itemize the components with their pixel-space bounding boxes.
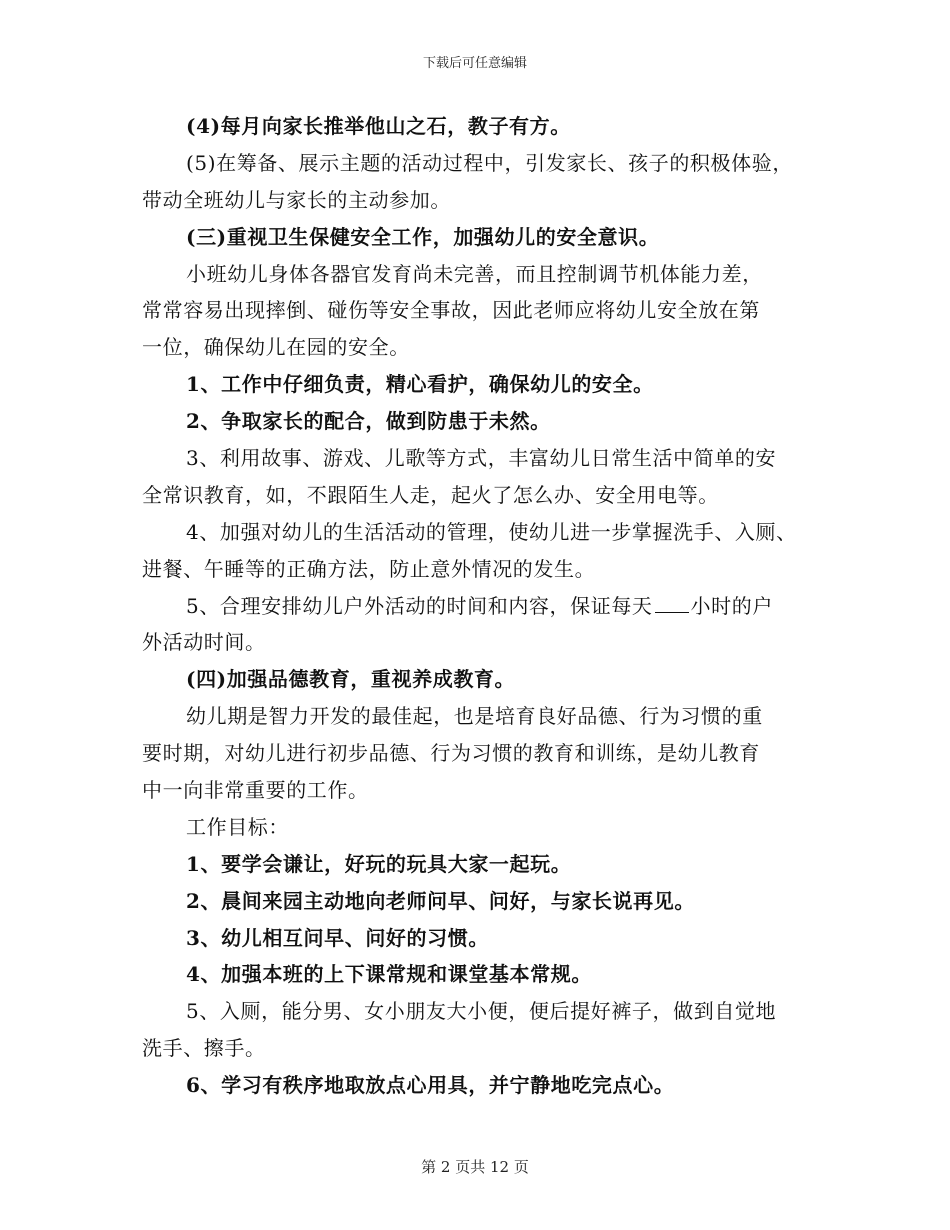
page-footer: 第 2 页共 12 页 (421, 1158, 529, 1176)
paragraph-line: (5)在筹备、展示主题的活动过程中，引发家长、孩子的积极体验， (186, 150, 793, 175)
list-item: 4、加强本班的上下课常规和课堂基本常规。 (186, 962, 592, 987)
list-item: 5、入厕，能分男、女小朋友大小便，便后提好裤子，做到自觉地 (186, 999, 777, 1024)
line-text-after-blank: 小时的户 (690, 593, 773, 618)
paragraph-line: 要时期，对幼儿进行初步品德、行为习惯的教育和训练，是幼儿教育 (142, 741, 760, 766)
list-item: 6、学习有秩序地取放点心用具，并宁静地吃完点心。 (186, 1073, 675, 1098)
subheading: 工作目标： (186, 814, 289, 839)
list-item: 3、幼儿相互问早、问好的习惯。 (186, 925, 489, 950)
list-item: 4、加强对幼儿的生活活动的管理，使幼儿进一步掌握洗手、入厕、 (186, 519, 797, 544)
paragraph-line: 幼儿期是智力开发的最佳起，也是培育良好品德、行为习惯的重 (186, 704, 763, 729)
document-body (142, 108, 842, 1104)
list-item: 2、争取家长的配合，做到防患于未然。 (186, 409, 551, 434)
paragraph-line: (4)每月向家长推举他山之石，教子有方。 (186, 114, 571, 138)
paragraph-line: 进餐、午睡等的正确方法，防止意外情况的发生。 (142, 556, 596, 581)
line-text-before-blank: 5、合理安排幼儿户外活动的时间和内容，保证每天 (186, 593, 653, 618)
section-heading: (三)重视卫生保健安全工作，加强幼儿的安全意识。 (186, 224, 660, 249)
list-item: 1、工作中仔细负责，精心看护，确保幼儿的安全。 (186, 372, 654, 397)
paragraph-line: 洗手、擦手。 (142, 1036, 266, 1061)
list-item: 2、晨间来园主动地向老师问早、问好，与家长说再见。 (186, 888, 695, 913)
paragraph-line: 小班幼儿身体各器官发育尚未完善，而且控制调节机体能力差， (186, 261, 763, 286)
paragraph-line: 全常识教育，如，不跟陌生人走，起火了怎么办、安全用电等。 (142, 482, 719, 507)
paragraph-line: 中一向非常重要的工作。 (142, 778, 369, 803)
list-item: 3、利用故事、游戏、儿歌等方式，丰富幼儿日常生活中简单的安 (186, 446, 777, 471)
list-item: 1、要学会谦让，好玩的玩具大家一起玩。 (186, 851, 572, 876)
list-item (142, 588, 842, 625)
paragraph-line: 常常容易出现摔倒、碰伤等安全事故，因此老师应将幼儿安全放在第 (142, 298, 760, 323)
page-header: 下载后可任意编辑 (422, 56, 527, 71)
section-heading: (四)加强品德教育，重视养成教育。 (186, 667, 516, 692)
paragraph-line: 一位，确保幼儿在园的安全。 (142, 335, 410, 360)
paragraph-line: 外活动时间。 (142, 630, 266, 655)
paragraph-line: 带动全班幼儿与家长的主动参加。 (142, 187, 451, 212)
fill-in-blank (655, 594, 689, 613)
